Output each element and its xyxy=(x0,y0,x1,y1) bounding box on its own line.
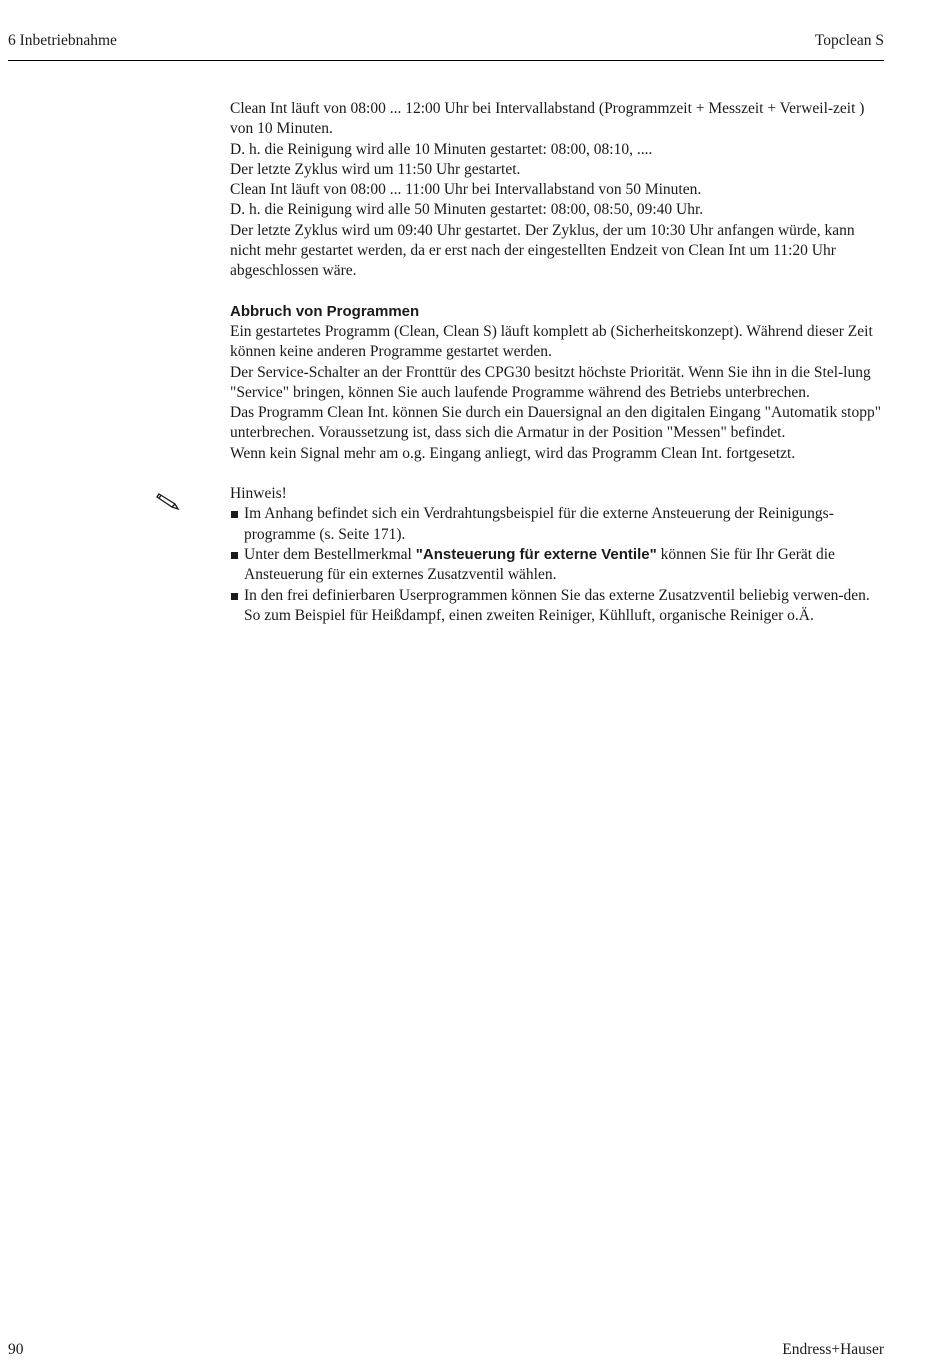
intro-paragraph-3: Der letzte Zyklus wird um 11:50 Uhr gestartet. xyxy=(230,160,521,178)
page-footer xyxy=(8,1341,884,1361)
bullet-icon xyxy=(231,552,238,559)
note-title: Hinweis! xyxy=(230,485,287,503)
note-list xyxy=(230,504,886,626)
brand-name: Endress+Hauser xyxy=(782,1341,884,1358)
note-item-text: Im Anhang befindet sich ein Verdrahtungsbeispiel für die externe Ansteuerung der Reinigungs-programme (s. Seite 171). xyxy=(244,505,834,543)
page-number: 90 xyxy=(8,1341,24,1358)
intro-paragraph-5: D. h. die Reinigung wird alle 50 Minuten gestartet: 08:00, 08:50, 09:40 Uhr. xyxy=(230,201,704,219)
chapter-title: 6 Inbetriebnahme xyxy=(8,32,117,49)
pencil-icon xyxy=(155,489,183,511)
main-content xyxy=(230,99,886,626)
intro-paragraph-4: Clean Int läuft von 08:00 ... 11:00 Uhr bei Intervallabstand von 50 Minuten. xyxy=(230,181,702,199)
bullet-icon xyxy=(231,593,238,600)
header-divider xyxy=(8,60,884,61)
abbruch-paragraph-1: Ein gestartetes Programm (Clean, Clean S) läuft komplett ab (Sicherheitskonzept). Während dieser Zeit können keine anderen Programme gestartet werden. xyxy=(230,322,873,361)
intro-paragraph-2: D. h. die Reinigung wird alle 10 Minuten gestartet: 08:00, 08:10, .... xyxy=(230,140,653,158)
product-name: Topclean S xyxy=(814,32,884,49)
abbruch-paragraph-3: Das Programm Clean Int. können Sie durch ein Dauersignal an den digitalen Eingang "Automatik stopp" unterbrechen. Voraussetzung ist, dass sich die Armatur in der Position "Messen" befindet. xyxy=(230,404,882,442)
abbruch-paragraph-2: Der Service-Schalter an der Fronttür des CPG30 besitzt höchste Priorität. Wenn Sie ihn in die Stel-lung "Service" bringen, können Sie auch laufende Programme während des Betriebs unterbrechen. xyxy=(230,363,871,401)
note-item-text: In den frei definierbaren Userprogrammen können Sie das externe Zusatzventil beliebig verwen-den. So zum Beispiel für Heißdampf, einen zweiten Reiniger, Kühlluft, organische Reiniger o.Ä. xyxy=(244,586,870,624)
section-heading: Abbruch von Programmen xyxy=(230,302,420,320)
abbruch-paragraph-4: Wenn kein Signal mehr am o.g. Eingang anliegt, wird das Programm Clean Int. fortgesetzt. xyxy=(230,444,796,462)
note-item-prefix: Unter dem Bestellmerkmal xyxy=(244,545,416,563)
list-item xyxy=(230,504,886,545)
bullet-icon xyxy=(231,511,238,518)
intro-paragraph-6: Der letzte Zyklus wird um 09:40 Uhr gestartet. Der Zyklus, der um 10:30 Uhr anfangen würde, kann nicht mehr gestartet werden, da er erst nach der eingestellten Endzeit von Clean Int um 11:20 Uhr abgeschlossen wäre. xyxy=(230,221,855,280)
list-item xyxy=(230,586,886,627)
list-item xyxy=(230,545,886,586)
order-feature-name: "Ansteuerung für externe Ventile" xyxy=(415,545,657,563)
intro-paragraph-1: Clean Int läuft von 08:00 ... 12:00 Uhr bei Intervallabstand (Programmzeit + Messzeit + Verweil-zeit ) von 10 Minuten. xyxy=(230,100,865,138)
note-item-suffix: können Sie für Ihr Gerät die Ansteuerung für ein externes Zusatzventil wählen. xyxy=(244,545,835,584)
page-header xyxy=(8,32,884,52)
